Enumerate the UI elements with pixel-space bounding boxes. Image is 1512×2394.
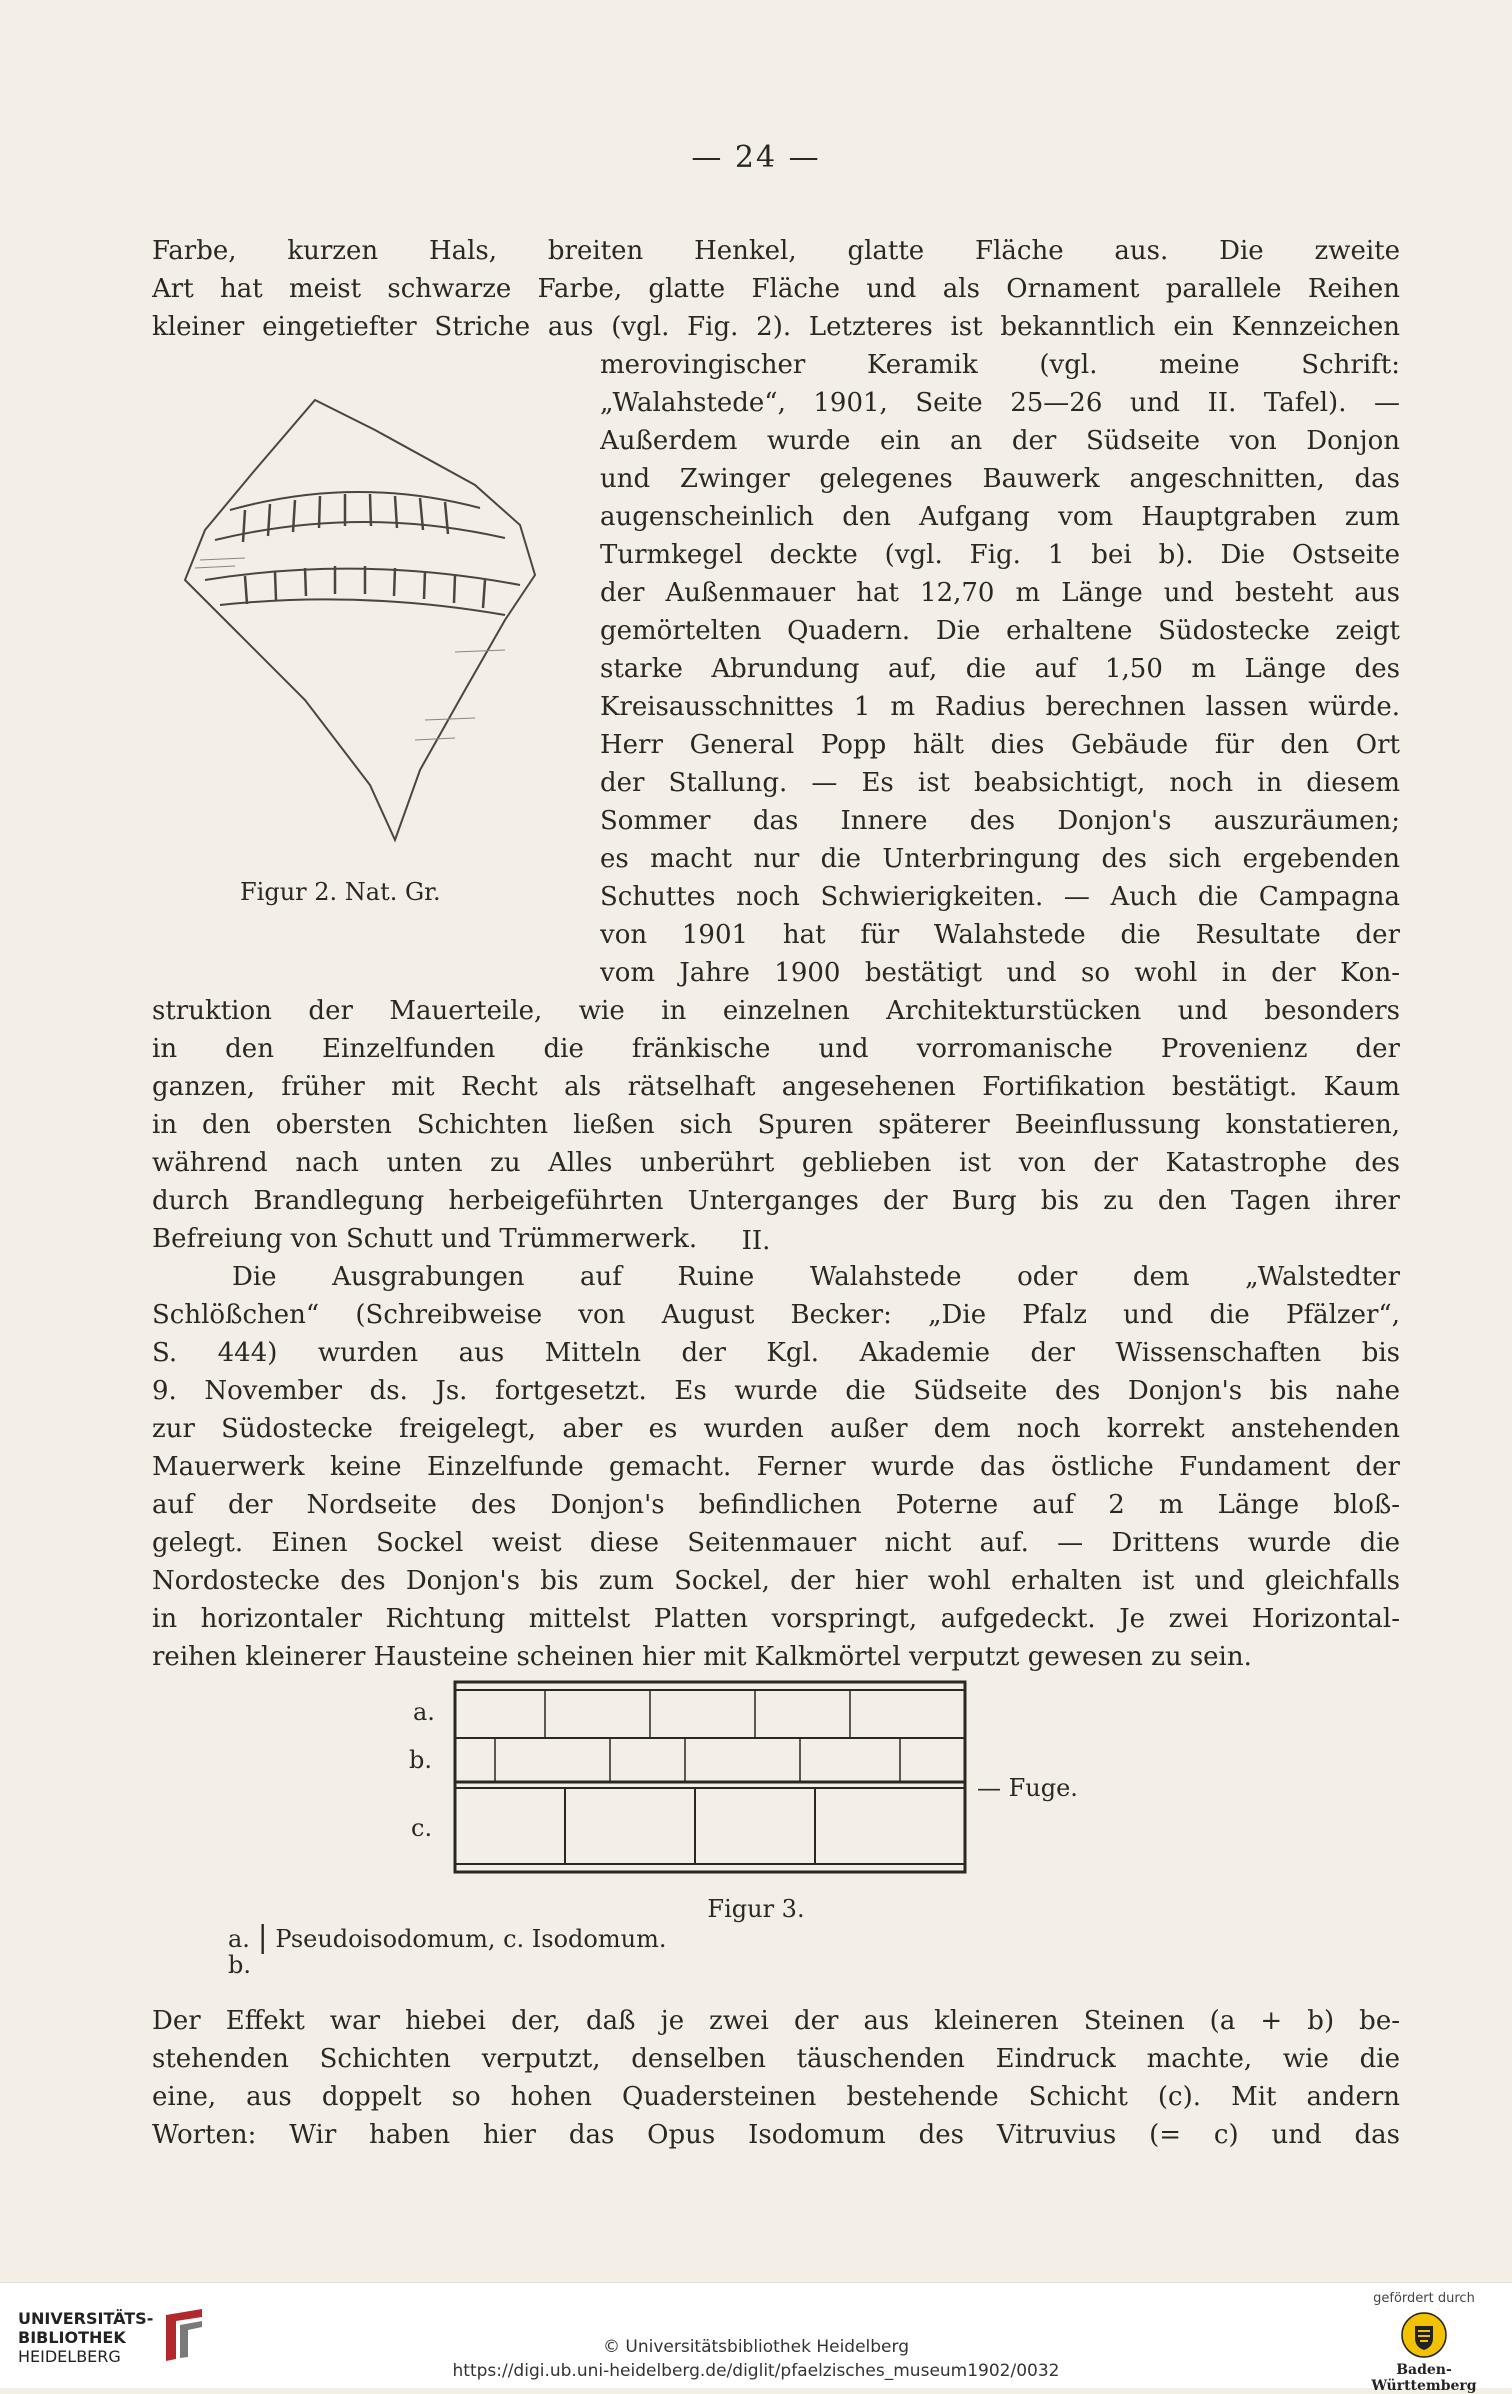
section-heading: II. [741,1226,771,1256]
text-line: „Walahstede“, 1901, Seite 25—26 und II. Tafel). — [600,388,1400,418]
baden-wuerttemberg-crest-icon [1401,2312,1447,2358]
text-line: und Zwinger gelegenes Bauwerk angeschnitten, das [600,464,1400,494]
text-line: kleiner eingetiefter Striche aus (vgl. Fig. 2). Letzteres ist bekanntlich ein Kennzeichen [152,312,1400,342]
legend-brace: | [257,1920,268,1955]
figure-2-pottery-sherd [175,390,545,860]
text-line: gemörtelten Quadern. Die erhaltene Südostecke zeigt [600,616,1400,646]
text-line: Befreiung von Schutt und Trümmerwerk. [152,1224,698,1254]
text-line: starke Abrundung auf, die auf 1,50 m Länge des [600,654,1400,684]
figure-3-caption: Figur 3. [707,1895,805,1923]
text-line: Kreisausschnittes 1 m Radius berechnen lassen würde. [600,692,1400,722]
text-line: Art hat meist schwarze Farbe, glatte Fläche und als Ornament parallele Reihen [152,274,1400,304]
library-name-line: HEIDELBERG [18,2347,121,2366]
text-line: Schlößchen“ (Schreibweise von August Becker: „Die Pfalz und die Pfälzer“, [152,1300,1400,1330]
text-line: in horizontaler Richtung mittelst Platten vorspringt, aufgedeckt. Je zwei Horizontal- [152,1604,1400,1634]
text-line: struktion der Mauerteile, wie in einzelnen Architekturstücken und besonders [152,996,1400,1026]
text-line: es macht nur die Unterbringung des sich ergebenden [600,844,1400,874]
fig3-label-b: b. [409,1746,432,1774]
text-line: in den Einzelfunden die fränkische und vorromanische Provenienz der [152,1034,1400,1064]
text-line: stehenden Schichten verputzt, denselben täuschenden Eindruck machte, wie die [152,2044,1400,2074]
text-line: zur Südostecke freigelegt, aber es wurden außer dem noch korrekt anstehenden [152,1414,1400,1444]
paragraph-1-bottom [152,992,1400,1258]
sponsor-name: Baden-Württemberg [1371,2362,1477,2394]
text-line: Schuttes noch Schwierigkeiten. — Auch die Campagna [600,882,1400,912]
legend-label-a: a. [228,1925,250,1953]
text-line: der Stallung. — Es ist beabsichtigt, noch in diesem [600,768,1400,798]
fig3-label-a: a. [413,1698,435,1726]
text-line: 9. November ds. Js. fortgesetzt. Es wurde die Südseite des Donjon's bis nahe [152,1376,1400,1406]
legend-label-b: b. [228,1951,251,1979]
text-line: in den obersten Schichten ließen sich Spuren späterer Beeinflussung konstatieren, [152,1110,1400,1140]
text-line: Turmkegel deckte (vgl. Fig. 1 bei b). Die Ostseite [600,540,1400,570]
legend-text: Pseudoisodomum, c. Isodomum. [275,1925,667,1953]
sponsor-block[interactable] [1354,2291,1494,2394]
text-line: Mauerwerk keine Einzelfunde gemacht. Ferner wurde das östliche Fundament der [152,1452,1400,1482]
text-line: Farbe, kurzen Hals, breiten Henkel, glatte Fläche aus. Die zweite [152,236,1400,266]
paragraph-1-top [152,232,1400,346]
figure-3-masonry-diagram [395,1678,1135,1878]
text-line: eine, aus doppelt so hohen Quadersteinen bestehende Schicht (c). Mit andern [152,2082,1400,2112]
text-line: während nach unten zu Alles unberührt geblieben ist von der Katastrophe des [152,1148,1400,1178]
text-line: von 1901 hat für Walahstede die Resultate der [600,920,1400,950]
figure-2-caption: Figur 2. Nat. Gr. [240,878,441,906]
text-line: Sommer das Innere des Donjon's auszuräumen; [600,806,1400,836]
library-name-line: UNIVERSITÄTS- [18,2309,154,2328]
copyright-text: © Universitätsbibliothek Heidelberg [602,2337,909,2357]
paragraph-3 [152,2002,1400,2154]
figure-3-legend [228,1920,667,1979]
footer-bar [0,2282,1512,2394]
text-line: merovingischer Keramik (vgl. meine Schrift: [600,350,1400,380]
text-line: Nordostecke des Donjon's bis zum Sockel, der hier wohl erhalten ist und gleichfalls [152,1566,1400,1596]
text-line: augenscheinlich den Aufgang vom Hauptgraben zum [600,502,1400,532]
text-line: S. 444) wurden aus Mitteln der Kgl. Akademie der Wissenschaften bis [152,1338,1400,1368]
text-line: vom Jahre 1900 bestätigt und so wohl in der Kon- [600,958,1400,988]
text-line: Worten: Wir haben hier das Opus Isodomum des Vitruvius (= c) und das [152,2120,1400,2150]
text-line: Die Ausgrabungen auf Ruine Walahstede oder dem „Walstedter [232,1262,1400,1292]
text-line: der Außenmauer hat 12,70 m Länge und besteht aus [600,578,1400,608]
source-url-link[interactable]: https://digi.ub.uni-heidelberg.de/diglit/pfaelzisches_museum1902/0032 [452,2361,1060,2381]
text-line: auf der Nordseite des Donjon's befindlichen Poterne auf 2 m Länge bloß- [152,1490,1400,1520]
text-line: Der Effekt war hiebei der, daß je zwei der aus kleineren Steinen (a + b) be- [152,2006,1400,2036]
text-line: durch Brandlegung herbeigeführten Unterganges der Burg bis zu den Tagen ihrer [152,1186,1400,1216]
text-line: Herr General Popp hält dies Gebäude für den Ort [600,730,1400,760]
fig3-fuge-label: — Fuge. [977,1774,1078,1802]
text-line: gelegt. Einen Sockel weist diese Seitenmauer nicht auf. — Drittens wurde die [152,1528,1400,1558]
library-name-line: BIBLIOTHEK [18,2328,126,2347]
text-line: reihen kleinerer Hausteine scheinen hier mit Kalkmörtel verputzt gewesen zu sein. [152,1642,1252,1672]
sponsor-label: gefördert durch [1373,2291,1475,2306]
text-line: ganzen, früher mit Recht als rätselhaft angesehenen Fortifikation bestätigt. Kaum [152,1072,1400,1102]
paragraph-2 [152,1258,1400,1676]
fig3-label-c: c. [411,1814,433,1842]
text-line: Außerdem wurde ein an der Südseite von Donjon [600,426,1400,456]
page-number: — 24 — [691,140,821,175]
